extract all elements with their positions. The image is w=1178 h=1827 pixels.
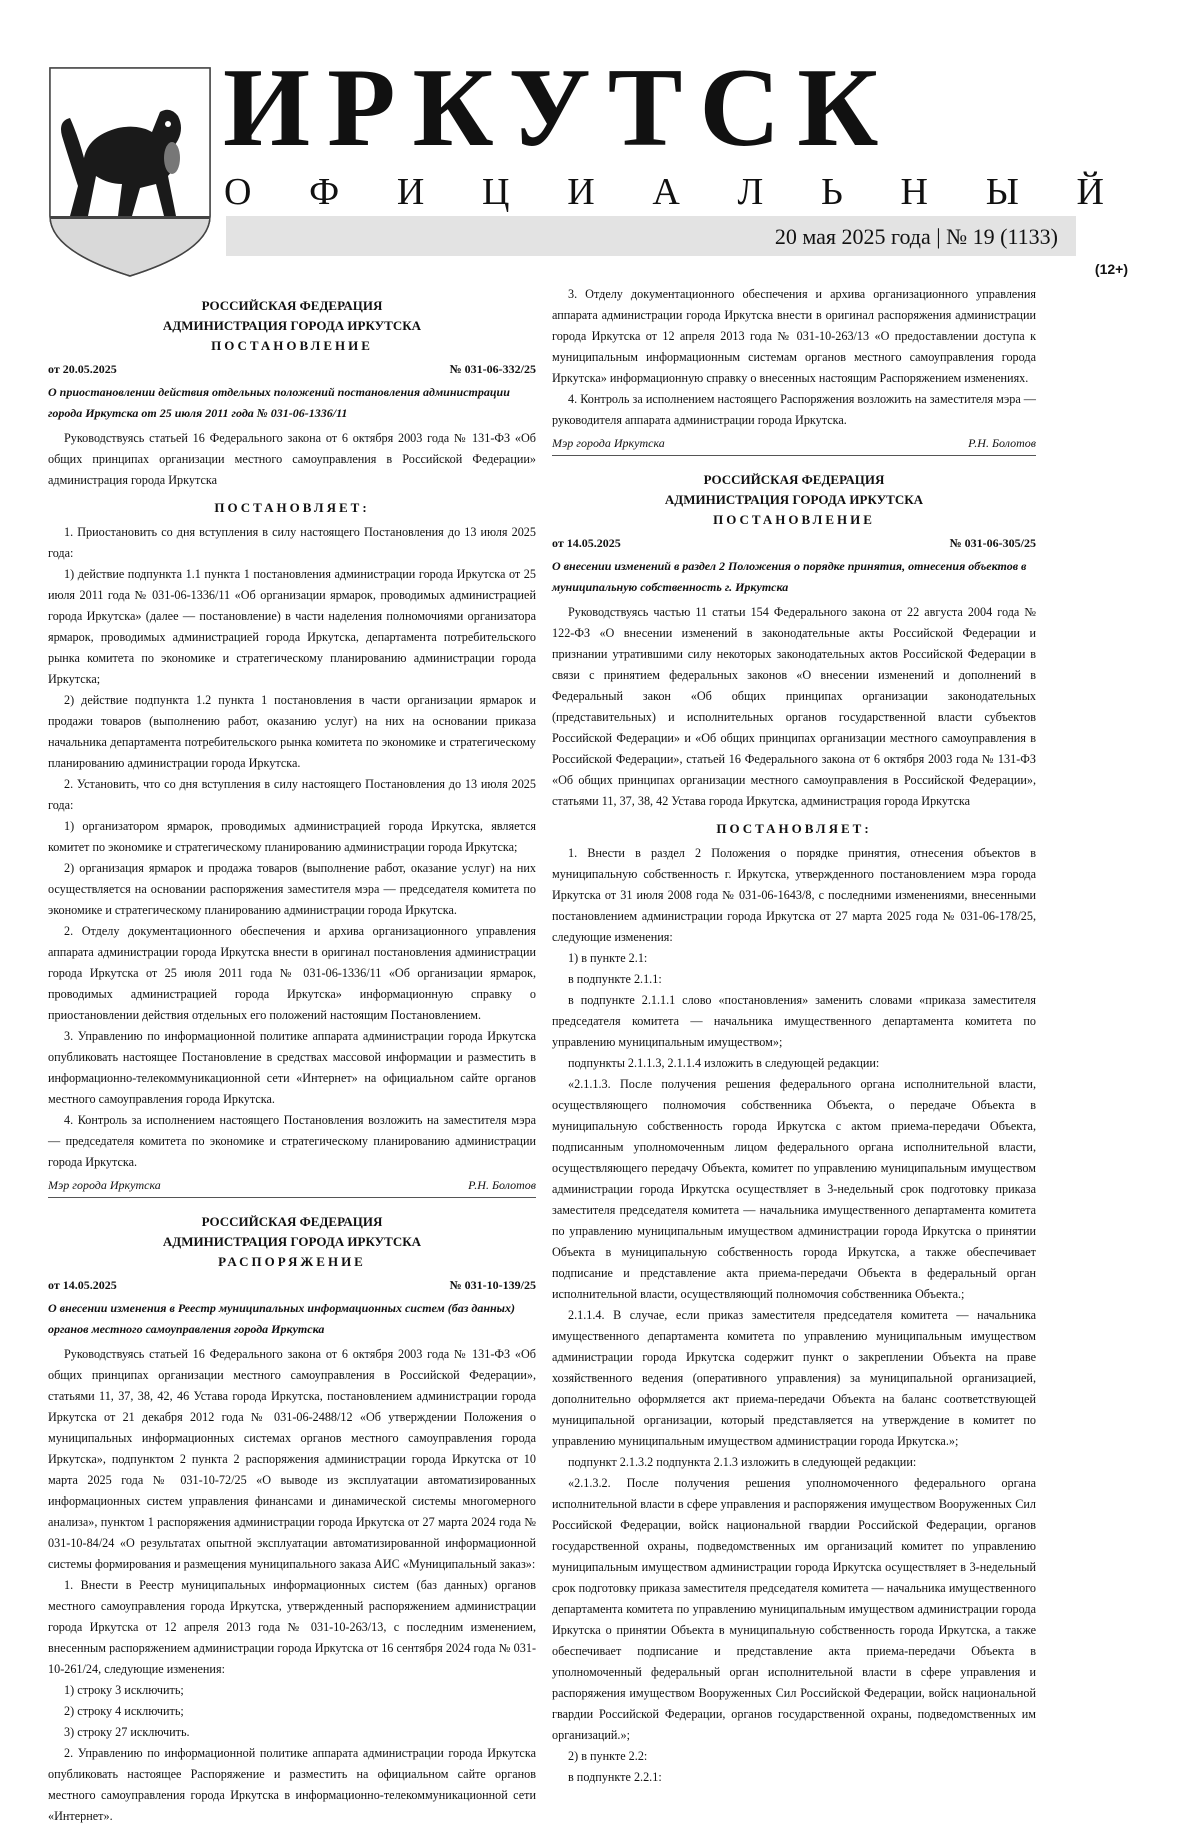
subtitle-letter: Ф (309, 171, 340, 213)
doc-date: от 14.05.2025 (552, 536, 621, 550)
subtitle-letter: А (652, 171, 680, 213)
doc-paragraph: 1. Приостановить со дня вступления в силу настоящего Постановления до 13 июля 2025 года: (48, 525, 536, 560)
doc-paragraph: подпункт 2.1.3.2 подпункта 2.1.3 изложить в следующей редакции: (568, 1455, 917, 1469)
doc-subject: О внесении изменений в раздел 2 Положения о порядке принятия, отнесения объектов в муниципальную собственность г. Иркутска (552, 559, 1027, 594)
doc-paragraph: 2) действие подпункта 1.2 пункта 1 постановления в части организации ярмарок и продажи товаров (выполнению работ, оказанию услуг) на них на основании приказа начальника департамента потребительского рынка комитета по экономике и стратегическому планированию администрации города Иркутска. (48, 693, 536, 770)
doc-paragraph: 1. Внести в Реестр муниципальных информационных систем (баз данных) органов местного самоуправления города Иркутска, утвержденный распоряжением администрации города Иркутска от 12 апреля 2013 года № 031-10-263/13, с последним изменением, внесенным распоряжением администрации города Иркутска от 16 сентября 2024 года № 031-10-261/24, следующие изменения: (48, 1578, 536, 1676)
newspaper-title: ИРКУТСК (223, 46, 896, 170)
document-order-139-continued (552, 284, 1036, 456)
doc-preamble: Руководствуясь частью 11 статьи 154 Федерального закона от 22 августа 2004 года № 122-ФЗ «О внесении изменений в законодательные акты Российской Федерации и признании утратившими силу некоторых законодательных актов Российской Федерации в связи с принятием федеральных законов «О внесении изменений и дополнений в Федеральный закон «Об общих принципах организации законодательных (представительных) и исполнительных органов государственной власти субъектов Российской Федерации» и «Об общих принципах организации местного самоуправления в Российской Федерации», статьей 16 Федерального закона от 6 октября 2003 года № 131-ФЗ «Об общих принципах организации местного самоуправления в Российской Федерации», статьями 11, 37, 38, 42 Устава города Иркутска, администрация города Иркутска (552, 605, 1036, 808)
doc-paragraph: 3) строку 27 исключить. (64, 1725, 190, 1739)
subtitle-letter: О (224, 171, 252, 213)
subtitle-letter: Ь (821, 171, 843, 213)
doc-paragraph: 4. Контроль за исполнением настоящего Распоряжения возложить на заместителя мэра — руководителя аппарата администрации города Иркутска. (552, 392, 1036, 427)
doc-meta (48, 358, 536, 380)
subtitle-letter: И (396, 171, 425, 213)
age-rating-badge: (12+) (1094, 261, 1128, 277)
doc-resolves-heading: ПОСТАНОВЛЯЕТ: (214, 500, 370, 515)
doc-paragraph: 2) в пункте 2.2: (568, 1749, 648, 1763)
doc-header-authority: АДМИНИСТРАЦИЯ ГОРОДА ИРКУТСКА (162, 318, 422, 333)
issue-date-bar (226, 216, 1076, 256)
doc-preamble: Руководствуясь статьей 16 Федерального закона от 6 октября 2003 года № 131-ФЗ «Об общих принципах организации местного самоуправления в Российской Федерации» администрация города Иркутска (48, 431, 536, 487)
doc-paragraph: 2) организация ярмарок и продажа товаров (выполнение работ, оказание услуг) на них осуществляется на основании распоряжения заместителя мэра — председателя комитета по экономике и стратегическому планированию администрации города Иркутска. (48, 861, 536, 917)
doc-paragraph: 2. Управлению по информационной политике аппарата администрации города Иркутска опубликовать настоящее Распоряжение и разместить на официальном сайте органов местного самоуправления города Иркутска в информационно-телекоммуникационной сети «Интернет». (48, 1746, 536, 1823)
doc-paragraph: «2.1.1.3. После получения решения федерального органа исполнительной власти, осуществляющего полномочия собственника Объекта, о передаче Объекта в муниципальную собственность города Иркутска с актом приема-передачи Объекта, подписанным уполномоченным лицом федерального органа исполнительной власти, осуществляющего передачу Объекта, комитет по управлению муниципальным имуществом администрации города Иркутска осуществляет в 3-недельный срок подготовку приказа заместителя председателя комитета — начальника имущественного департамента комитета по управлению муниципальным имуществом администрации города Иркутска о принятии Объекта в муниципальную собственность города Иркутска, а также обеспечивает подписание и представление акта приема-передачи Объекта в федеральный орган исполнительной власти, осуществляющий полномочия собственника Объекта.; (552, 1077, 1036, 1301)
doc-header-authority: АДМИНИСТРАЦИЯ ГОРОДА ИРКУТСКА (162, 1234, 422, 1249)
doc-paragraph: 1. Внести в раздел 2 Положения о порядке принятия, отнесения объектов в муниципальную собственность г. Иркутска, утвержденного постановлением мэра города Иркутска от 31 июля 2008 года № 031-06-1643/8, с последними изменениями, внесенными постановлением администрации города Иркутска от 27 марта 2025 года № 031-06-178/25, следующие изменения: (552, 846, 1036, 944)
newspaper-subtitle (224, 170, 1104, 214)
masthead (48, 46, 1128, 278)
doc-header-type: ПОСТАНОВЛЕНИЕ (211, 338, 373, 353)
doc-resolves-heading: ПОСТАНОВЛЯЕТ: (716, 821, 872, 836)
doc-paragraph: 2. Установить, что со дня вступления в силу настоящего Постановления до 13 июля 2025 года: (48, 777, 536, 812)
doc-number: № 031-06-332/25 (449, 362, 536, 376)
doc-header-authority: АДМИНИСТРАЦИЯ ГОРОДА ИРКУТСКА (664, 492, 924, 507)
doc-paragraph: 3. Управлению по информационной политике аппарата администрации города Иркутска опубликовать настоящее Постановление в средствах массовой информации и разместить в информационно-телекоммуникационной сети «Интернет» на официальном сайте органов местного самоуправления города Иркутска. (48, 1029, 536, 1106)
doc-paragraph: 4. Контроль за исполнением настоящего Постановления возложить на заместителя мэра — председателя комитета по экономике и стратегическому планированию администрации города Иркутска. (48, 1113, 536, 1169)
doc-header-country: РОССИЙСКАЯ ФЕДЕРАЦИЯ (201, 1214, 383, 1229)
doc-paragraph: 1) строку 3 исключить; (64, 1683, 184, 1697)
doc-paragraph: 2) строку 4 исключить; (64, 1704, 184, 1718)
signature-role: Мэр города Иркутска (48, 1178, 161, 1192)
signature-role: Мэр города Иркутска (552, 436, 665, 450)
doc-number: № 031-06-305/25 (949, 536, 1036, 550)
doc-meta (48, 1274, 536, 1296)
doc-paragraph: 1) действие подпункта 1.1 пункта 1 постановления администрации города Иркутска от 25 июля 2011 года № 031-06-1336/11 «Об организации ярмарок, проводимых администрацией города Иркутска» (далее — постановление) в части наделения полномочиями организатора ярмарок, проводимых администрацией города Иркутска, департамента потребительского рынка комитета по экономике и стратегическому планированию администрации города Иркутска; (48, 567, 536, 686)
right-column (552, 284, 1036, 1788)
doc-header-type: РАСПОРЯЖЕНИЕ (218, 1254, 366, 1269)
subtitle-letter: Ы (985, 171, 1019, 213)
document-order-139 (48, 1212, 536, 1827)
issue-date-number: 20 мая 2025 года | № 19 (1133) (774, 224, 1058, 249)
doc-paragraph: 2.1.1.4. В случае, если приказ заместителя председателя комитета — начальника имущественного департамента комитета по управлению муниципальным имуществом администрации города Иркутска содержит пункт о закреплении Объекта на праве хозяйственного ведения (оперативного управления) за муниципальной организацией, дополнительно оформляется акт приема-передачи Объекта на баланс соответствующей муниципальной организации, который представляется на утверждение в комитет по управлению муниципальным имуществом администрации города Иркутска.»; (552, 1308, 1036, 1448)
doc-paragraph: подпункты 2.1.1.3, 2.1.1.4 изложить в следующей редакции: (568, 1056, 880, 1070)
doc-paragraph: в подпункте 2.1.1: (568, 972, 662, 986)
subtitle-letter: И (567, 171, 595, 213)
doc-header-country: РОССИЙСКАЯ ФЕДЕРАЦИЯ (703, 472, 885, 487)
doc-paragraph: в подпункте 2.1.1.1 слово «постановления» заменить словами «приказа заместителя председателя комитета — начальника имущественного департамента комитета по управлению муниципальным имуществом»; (552, 993, 1036, 1049)
left-column (48, 296, 536, 1827)
doc-paragraph: 3. Отделу документационного обеспечения и архива организационного управления аппарата администрации города Иркутска внести в оригинал распоряжения администрации города Иркутска от 12 апреля 2013 года № 031-10-263/13 «О предоставлении доступа к муниципальным информационным системам органов местного самоуправления города Иркутска» информационную справку о внесенных настоящим Распоряжением изменениях. (552, 287, 1036, 385)
subtitle-letter: Ц (482, 171, 510, 213)
doc-meta (552, 532, 1036, 554)
city-coat-of-arms-babr-icon (48, 66, 212, 278)
subtitle-letter: Й (1076, 171, 1104, 213)
document-resolution-305 (552, 470, 1036, 1788)
doc-signature (48, 1175, 536, 1198)
doc-paragraph: 1) организатором ярмарок, проводимых администрацией города Иркутска, является комитет по экономике и стратегическому планированию администрации города Иркутска; (48, 819, 536, 854)
doc-paragraph: 2. Отделу документационного обеспечения и архива организационного управления аппарата администрации города Иркутска внести в оригинал постановления администрации города Иркутска от 25 июля 2011 года № 031-06-1336/11 «Об организации ярмарок, проводимых администрацией города Иркутска» информационную справку о приостановлении действия отдельных его положений настоящим Постановлением. (48, 924, 536, 1022)
doc-paragraph: в подпункте 2.2.1: (568, 1770, 662, 1784)
doc-paragraph: 1) в пункте 2.1: (568, 951, 648, 965)
doc-subject: О внесении изменения в Реестр муниципальных информационных систем (баз данных) органов местного самоуправления города Иркутска (48, 1301, 515, 1336)
doc-header-country: РОССИЙСКАЯ ФЕДЕРАЦИЯ (201, 298, 383, 313)
doc-date: от 14.05.2025 (48, 1278, 117, 1292)
doc-number: № 031-10-139/25 (449, 1278, 536, 1292)
signature-name: Р.Н. Болотов (968, 436, 1036, 450)
doc-header-type: ПОСТАНОВЛЕНИЕ (713, 512, 875, 527)
document-resolution-332 (48, 296, 536, 1198)
doc-paragraph: «2.1.3.2. После получения решения уполномоченного федерального органа исполнительной власти в сфере управления и распоряжения имуществом Вооруженных Сил Российской Федерации, войск национальной гвардии Российской Федерации, органов государственной охраны, подведомственных им организаций комитет по управлению муниципальным имуществом администрации города Иркутска осуществляет в 3-недельный срок подготовку приказа заместителя председателя комитета — начальника имущественного департамента комитета по управлению муниципальным имуществом администрации города Иркутска о принятии Объекта в муниципальную собственность города Иркутска, а также обеспечивает подписание и представление акта приема-передачи Объекта в уполномоченный федеральный орган исполнительной власти в сфере управления и распоряжения имуществом Вооруженных Сил Российской Федерации, войск национальной гвардии Российской Федерации, органов государственной охраны, подведомственных им организаций.»; (552, 1476, 1036, 1742)
signature-name: Р.Н. Болотов (468, 1178, 536, 1192)
doc-preamble: Руководствуясь статьей 16 Федерального закона от 6 октября 2003 года № 131-ФЗ «Об общих принципах организации местного самоуправления в Российской Федерации», статьями 11, 37, 38, 42, 46 Устава города Иркутска, постановлением администрации города Иркутска от 21 декабря 2012 года № 031-06-2488/12 «Об утверждении Положения о муниципальных информационных системах органов местного самоуправления города Иркутска», подпунктом 2 пункта 2 распоряжения администрации города Иркутска от 10 марта 2025 года № 031-10-72/25 «О выводе из эксплуатации автоматизированных информационных систем управления финансами и динамической системы многомерного анализа», пунктом 1 распоряжения администрации города Иркутска от 27 марта 2024 года № 031-10-84/24 «О результатах опытной эксплуатации автоматизированной информационной системы формирования и размещения муниципального заказа АИС «Муниципальный заказ»: (48, 1347, 536, 1571)
doc-date: от 20.05.2025 (48, 362, 117, 376)
subtitle-letter: Л (737, 171, 764, 213)
doc-signature (552, 433, 1036, 456)
subtitle-letter: Н (900, 171, 928, 213)
doc-subject: О приостановлении действия отдельных положений постановления администрации города Иркутска от 25 июля 2011 года № 031-06-1336/11 (48, 385, 510, 420)
